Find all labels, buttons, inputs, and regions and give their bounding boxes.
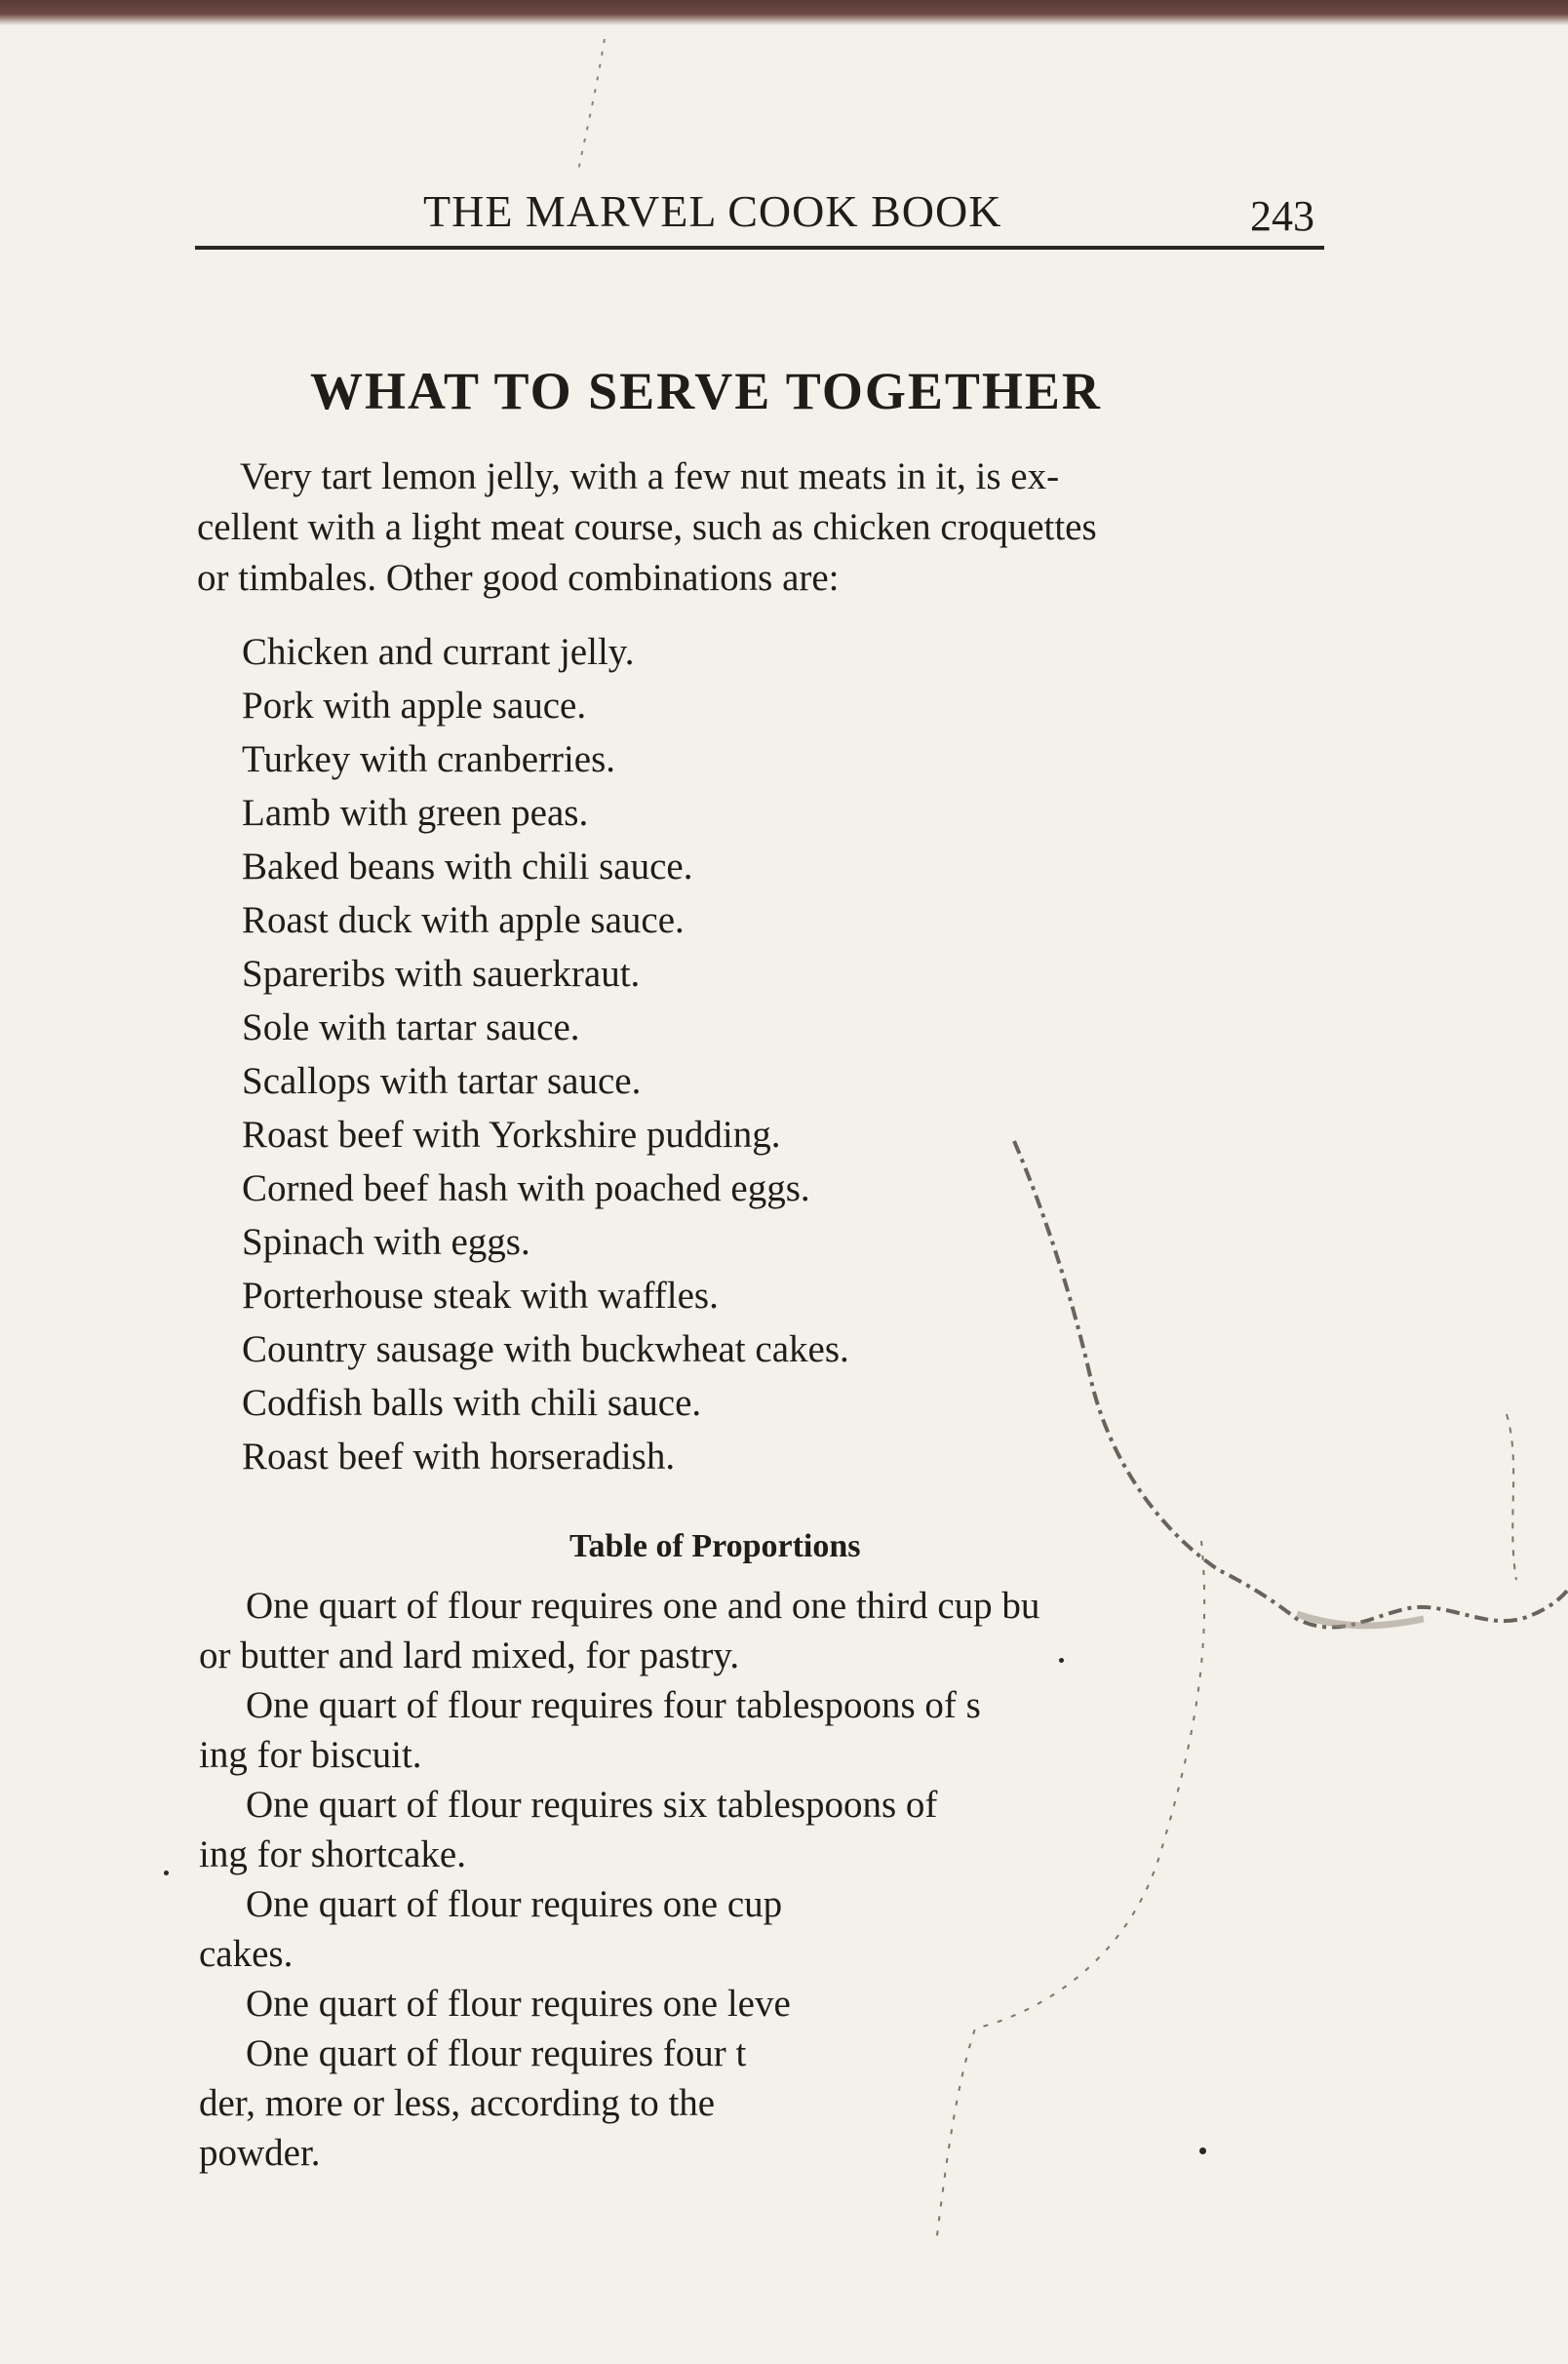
combination-item: Roast beef with horseradish. bbox=[242, 1436, 676, 1478]
proportion-line: cakes. bbox=[199, 1933, 294, 1975]
proportion-line: One quart of flour requires four t bbox=[246, 2032, 747, 2074]
proportion-line: One quart of flour requires one leve bbox=[246, 1983, 791, 2025]
combination-item: Turkey with cranberries. bbox=[242, 738, 616, 780]
combination-item: Spareribs with sauerkraut. bbox=[242, 953, 641, 995]
combination-item: Porterhouse steak with waffles. bbox=[242, 1275, 719, 1317]
combination-item: Roast duck with apple sauce. bbox=[242, 899, 685, 941]
combination-item: Chicken and currant jelly. bbox=[242, 631, 635, 673]
combination-item: Baked beans with chili sauce. bbox=[242, 846, 693, 887]
proportion-line: der, more or less, according to the bbox=[199, 2082, 716, 2124]
combination-item: Codfish balls with chili sauce. bbox=[242, 1382, 702, 1424]
combination-item: Scallops with tartar sauce. bbox=[242, 1060, 642, 1102]
intro-line-3: or timbales. Other good combinations are: bbox=[197, 557, 840, 599]
proportion-line: One quart of flour requires six tablespoons of bbox=[246, 1784, 938, 1826]
proportion-line: ing for biscuit. bbox=[199, 1734, 422, 1776]
combination-item: Sole with tartar sauce. bbox=[242, 1006, 580, 1048]
ink-speck bbox=[1199, 2147, 1206, 2154]
proportion-line: One quart of flour requires one cup bbox=[246, 1883, 783, 1925]
intro-line-2: cellent with a light meat course, such as chicken croquettes bbox=[197, 506, 1097, 548]
section-title: WHAT TO SERVE TOGETHER bbox=[310, 362, 1102, 420]
running-header-title: THE MARVEL COOK BOOK bbox=[423, 186, 1002, 236]
header-rule bbox=[195, 246, 1324, 250]
proportion-line: One quart of flour requires one and one third cup bu bbox=[246, 1585, 1040, 1627]
proportions-title: Table of Proportions bbox=[569, 1528, 861, 1564]
ink-speck bbox=[164, 1871, 169, 1875]
combination-item: Country sausage with buckwheat cakes. bbox=[242, 1328, 849, 1370]
combination-item: Spinach with eggs. bbox=[242, 1221, 530, 1263]
combination-item: Pork with apple sauce. bbox=[242, 685, 587, 727]
proportion-line: or butter and lard mixed, for pastry. bbox=[199, 1635, 740, 1676]
intro-line-1: Very tart lemon jelly, with a few nut meats in it, is ex- bbox=[240, 455, 1060, 497]
proportion-line: ing for shortcake. bbox=[199, 1833, 466, 1875]
combination-item: Corned beef hash with poached eggs. bbox=[242, 1167, 810, 1209]
proportion-line: powder. bbox=[199, 2132, 321, 2174]
ink-speck bbox=[1059, 1658, 1064, 1663]
combination-item: Roast beef with Yorkshire pudding. bbox=[242, 1114, 781, 1156]
page-number: 243 bbox=[1250, 192, 1314, 240]
proportion-line: One quart of flour requires four tablespoons of s bbox=[246, 1684, 981, 1726]
combination-item: Lamb with green peas. bbox=[242, 792, 589, 834]
